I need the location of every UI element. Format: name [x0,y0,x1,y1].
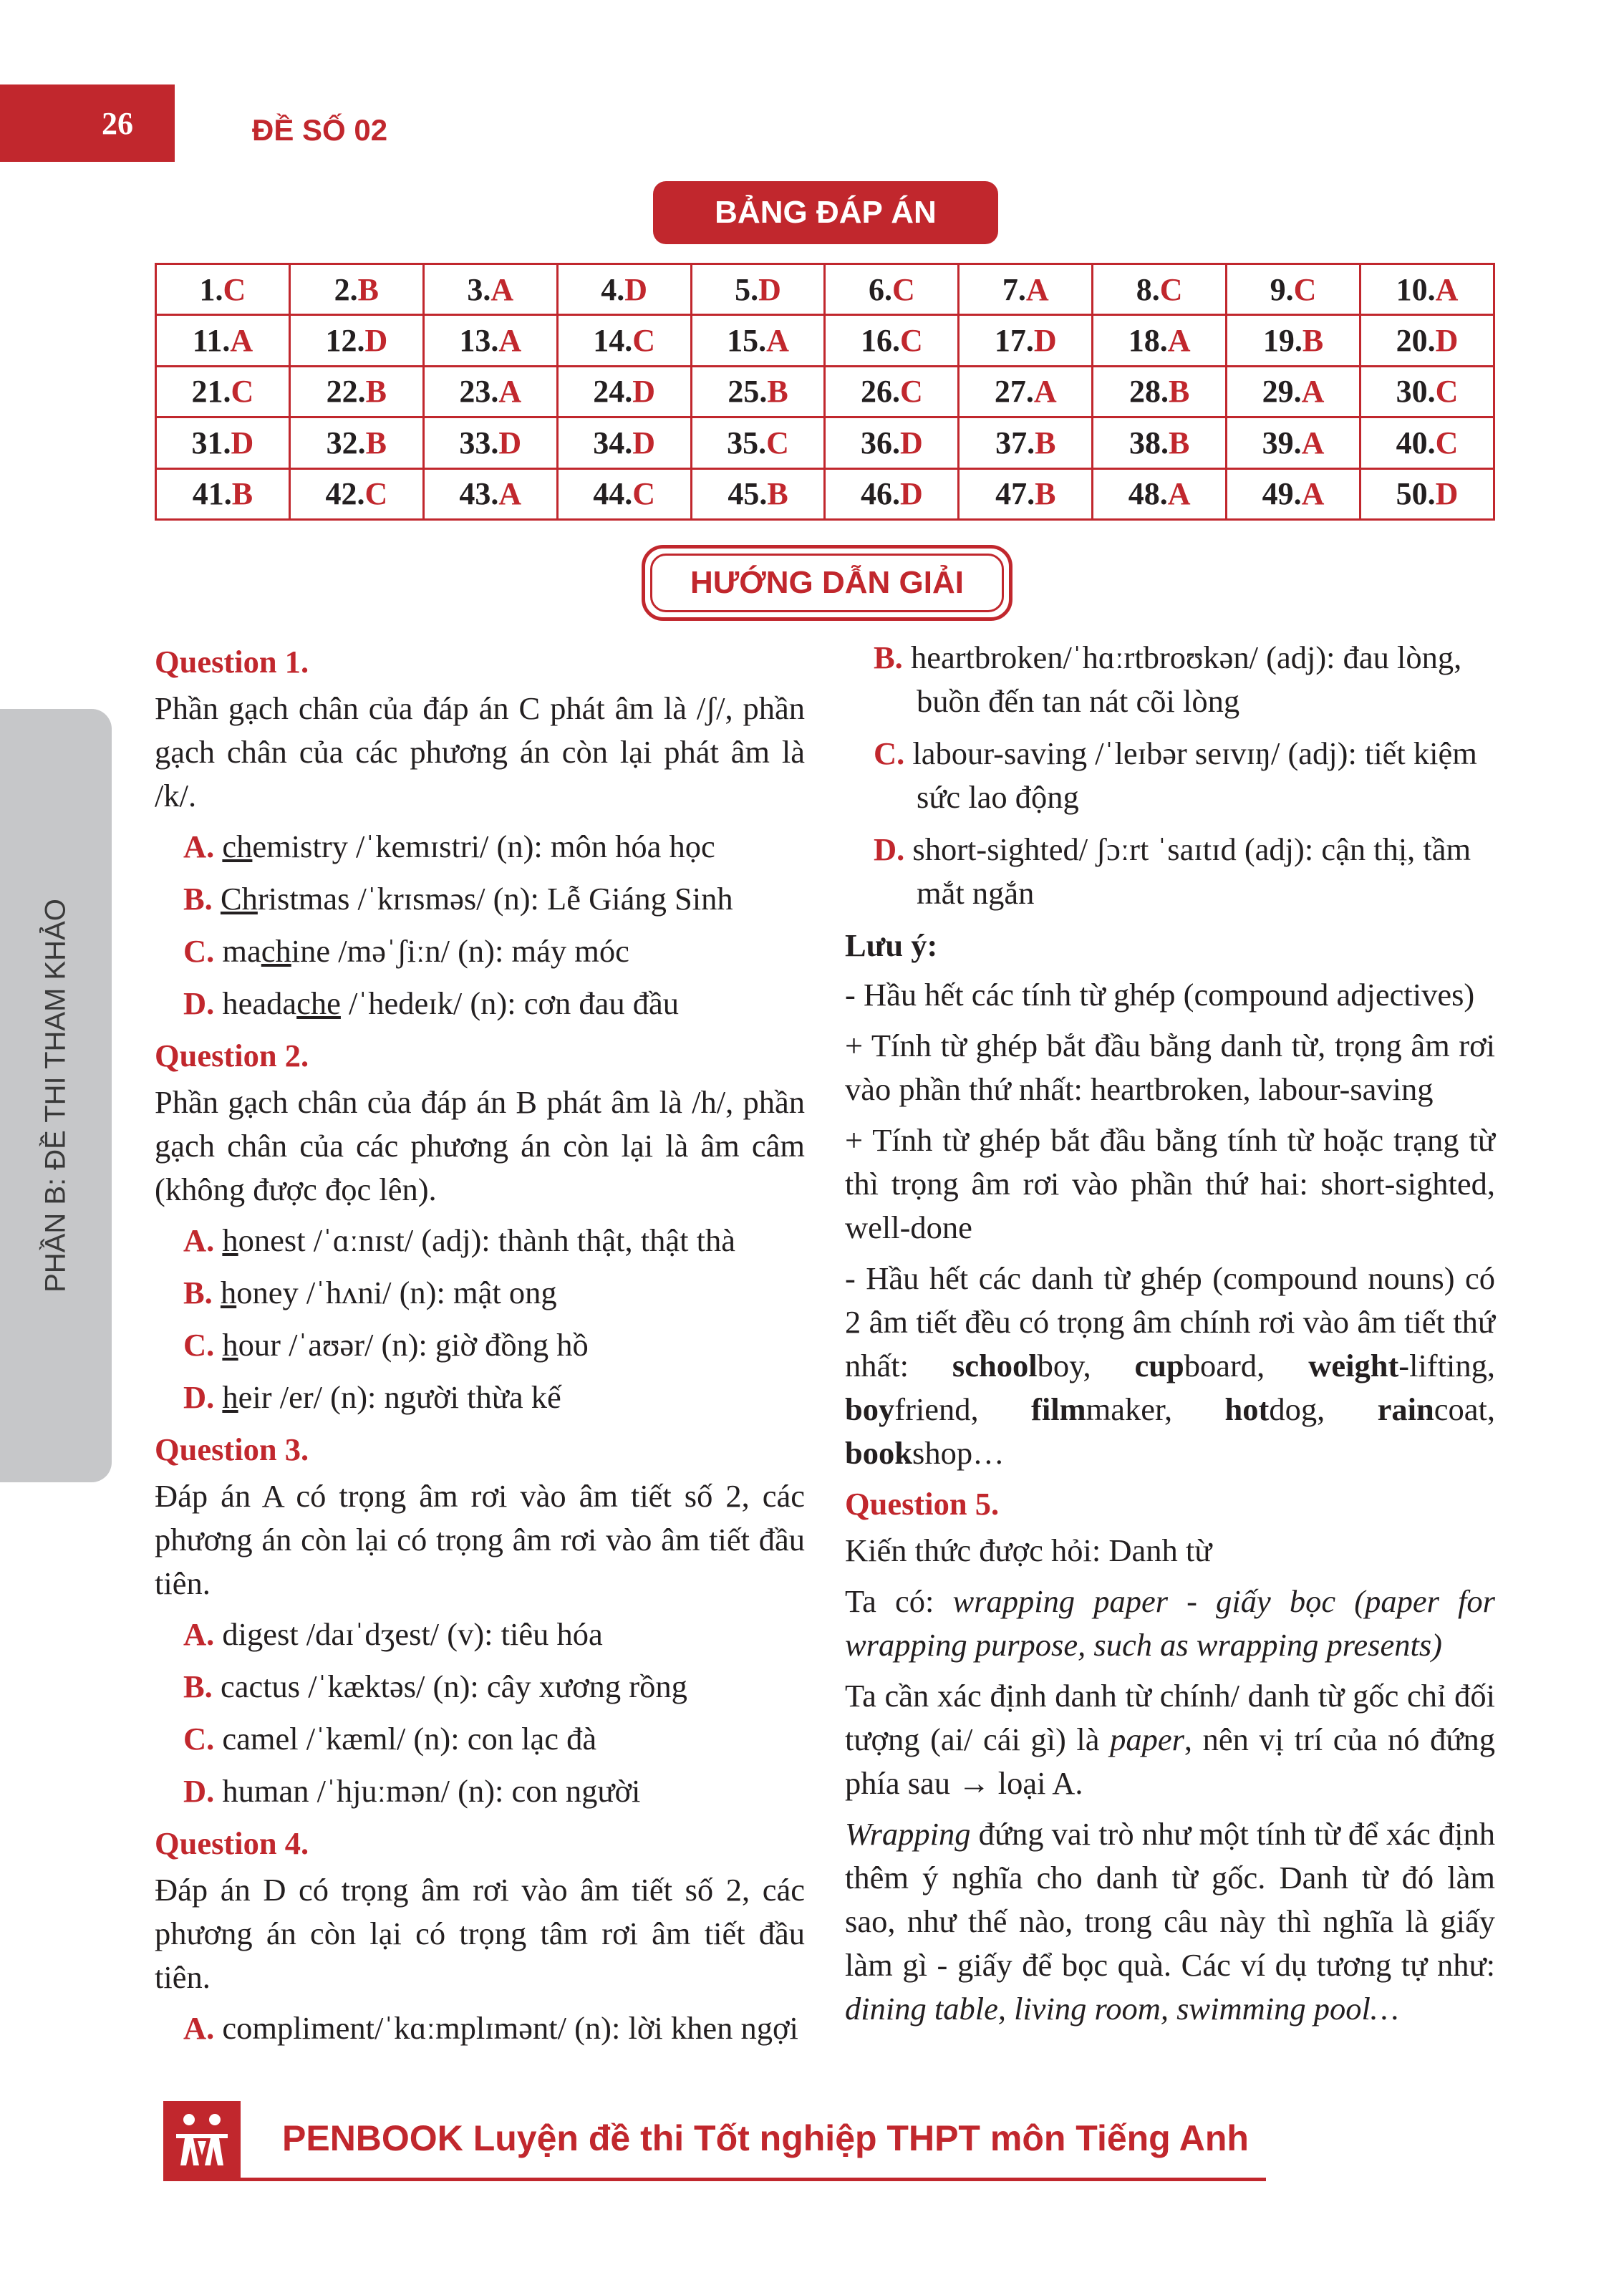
question-explanation: Wrapping đứng vai trò như một tính từ để xác định thêm ý nghĩa cho danh từ gốc. Danh từ đó làm sao, như thế nào, trong câu này thì nghĩa là giấy làm gì - giấy để bọc quà. Các ví dụ tương tự như: dining table, living room, swimming pool… [845,1816,1495,2027]
answer-cell: 44.C [557,468,691,519]
answer-cell: 11.A [156,315,290,366]
answer-cell: 24.D [557,366,691,417]
option-item: D. headаche /ˈhedeɪk/ (n): cơn đau đầu [183,985,679,1021]
answer-cell: 9.C [1227,264,1360,315]
answer-cell: 32.B [289,417,423,468]
question-explanation: Phần gạch chân của đáp án C phát âm là /ʃ/, phần gạch chân của các phương án còn lại phát âm là /k/. [155,690,805,813]
answer-cell: 2.B [289,264,423,315]
answer-cell: 19.B [1227,315,1360,366]
answer-cell: 8.C [1093,264,1227,315]
answer-cell: 5.D [691,264,825,315]
penbook-logo-icon [163,2101,241,2178]
answer-cell: 16.C [825,315,959,366]
answer-cell: 40.C [1360,417,1494,468]
answer-cell: 18.A [1093,315,1227,366]
answer-cell: 49.A [1227,468,1360,519]
answer-cell: 27.A [959,366,1093,417]
footer-title: PENBOOK Luyện đề thi Tốt nghiệp THPT môn Tiếng Anh [282,2118,1249,2158]
question-explanation: Phần gạch chân của đáp án B phát âm là /h/, phần gạch chân của các phương án còn lại là âm câm (không được đọc lên). [155,1084,805,1207]
answer-cell: 10.A [1360,264,1494,315]
page-number: 26 [0,84,175,162]
answer-cell: 34.D [557,417,691,468]
answer-cell: 41.B [156,468,290,519]
answer-row [156,264,1494,315]
answer-cell: 28.B [1093,366,1227,417]
option-item: A. compliment/ˈkɑːmplɪmənt/ (n): lời khen ngợi [183,2010,798,2046]
option-item: D. human /ˈhjuːmən/ (n): con người [183,1773,641,1809]
answer-cell: 25.B [691,366,825,417]
answer-row [156,417,1494,468]
answer-cell: 17.D [959,315,1093,366]
question-explanation: Đáp án A có trọng âm rơi vào âm tiết số 2, các phương án còn lại có trọng âm rơi vào âm tiết đầu tiên. [155,1478,805,1601]
answer-cell: 23.A [423,366,557,417]
footer-divider [163,2178,1266,2181]
answer-cell: 36.D [825,417,959,468]
side-tab [0,709,112,1482]
answer-cell: 43.A [423,468,557,519]
option-item: C. hour /ˈaʊər/ (n): giờ đồng hồ [183,1327,589,1363]
answer-cell: 39.A [1227,417,1360,468]
answer-cell: 13.A [423,315,557,366]
answer-cell: 26.C [825,366,959,417]
answer-cell: 21.C [156,366,290,417]
question-heading: Question 2. [155,1038,309,1073]
question-explanation: Ta có: wrapping paper - giấy bọc (paper for wrapping purpose, such as wrapping presents) [845,1583,1495,1663]
question-explanation: Ta cần xác định danh từ chính/ danh từ gốc chỉ đối tượng (ai/ cái gì) là paper, nên vị trí của nó đứng phía sau → loại A. [845,1678,1495,1801]
answer-cell: 35.C [691,417,825,468]
answer-cell: 14.C [557,315,691,366]
option-item: B. cactus /ˈkæktəs/ (n): cây xương rồng [183,1668,687,1704]
option-item: B. heartbroken/ˈhɑːrtbroʊkən/ (adj): đau lòng, buồn đến tan nát cõi lòng [874,639,1462,719]
question-heading: Question 1. [155,644,309,680]
answer-cell: 30.C [1360,366,1494,417]
question-explanation: Đáp án D có trọng âm rơi vào âm tiết số 2, các phương án còn lại có trọng tâm rơi âm tiết đầu tiên. [155,1872,805,1995]
question-heading: Question 3. [155,1431,309,1467]
answer-cell: 15.A [691,315,825,366]
answer-cell: 7.A [959,264,1093,315]
guide-title: HƯỚNG DẪN GIẢI [650,554,1004,612]
answer-cell: 1.C [156,264,290,315]
option-item: A. chemistry /ˈkemɪstri/ (n): môn hóa học [183,829,715,864]
answer-cell: 48.A [1093,468,1227,519]
option-item: C. machine /məˈʃiːn/ (n): máy móc [183,933,629,969]
answer-cell: 33.D [423,417,557,468]
answer-cell: 6.C [825,264,959,315]
answer-key-table [155,263,1495,521]
option-item: C. camel /ˈkæml/ (n): con lạc đà [183,1721,597,1757]
answer-cell: 42.C [289,468,423,519]
side-tab-label: PHẦN B: ĐỀ THI THAM KHẢO [39,899,72,1293]
answer-cell: 37.B [959,417,1093,468]
answer-cell: 31.D [156,417,290,468]
answer-cell: 29.A [1227,366,1360,417]
note-line: + Tính từ ghép bắt đầu bằng danh từ, trọng âm rơi vào phần thứ nhất: heartbroken, labour-saving [845,1028,1495,1107]
answer-cell: 22.B [289,366,423,417]
answer-cell: 3.A [423,264,557,315]
right-column [845,636,1495,2038]
option-item: B. honey /ˈhʌni/ (n): mật ong [183,1275,557,1310]
note-title: Lưu ý: [845,927,938,963]
answer-key-title: BẢNG ĐÁP ÁN [653,181,998,244]
option-item: B. Christmas /ˈkrɪsməs/ (n): Lễ Giáng Sinh [183,881,733,917]
note-line: - Hầu hết các tính từ ghép (compound adjectives) [845,977,1475,1013]
answer-row [156,366,1494,417]
exam-label: ĐỀ SỐ 02 [252,113,388,147]
answer-cell: 47.B [959,468,1093,519]
note-line-compound-nouns: - Hầu hết các danh từ ghép (compound nouns) có 2 âm tiết đều có trọng âm chính rơi vào âm tiết thứ nhất: schoolboy, cupboard, weight-lifting, boyfriend, filmmaker, hotdog, raincoat, bookshop… [845,1260,1495,1471]
option-item: D. heir /er/ (n): người thừa kế [183,1379,561,1415]
answer-cell: 45.B [691,468,825,519]
option-item: A. honest /ˈɑːnɪst/ (adj): thành thật, thật thà [183,1222,735,1258]
note-line: + Tính từ ghép bắt đầu bằng tính từ hoặc trạng từ thì trọng âm rơi vào phần thứ hai: short-sighted, well-done [845,1122,1495,1245]
question-heading: Question 4. [155,1825,309,1861]
question-heading: Question 5. [845,1486,1000,1522]
option-item: A. digest /daɪˈdʒest/ (v): tiêu hóa [183,1616,603,1652]
question-explanation: Kiến thức được hỏi: Danh từ [845,1532,1212,1568]
option-item: D. short-sighted/ ʃɔːrt ˈsaɪtɪd (adj): cận thị, tầm mắt ngắn [874,831,1471,911]
option-item: C. labour-saving /ˈleɪbər seɪvɪŋ/ (adj): tiết kiệm sức lao động [874,735,1477,815]
answer-cell: 12.D [289,315,423,366]
answer-row [156,315,1494,366]
answer-cell: 20.D [1360,315,1494,366]
answer-cell: 38.B [1093,417,1227,468]
answer-cell: 46.D [825,468,959,519]
answer-row [156,468,1494,519]
answer-cell: 50.D [1360,468,1494,519]
left-column [155,636,805,2059]
answer-cell: 4.D [557,264,691,315]
guide-title-box [642,545,1012,621]
